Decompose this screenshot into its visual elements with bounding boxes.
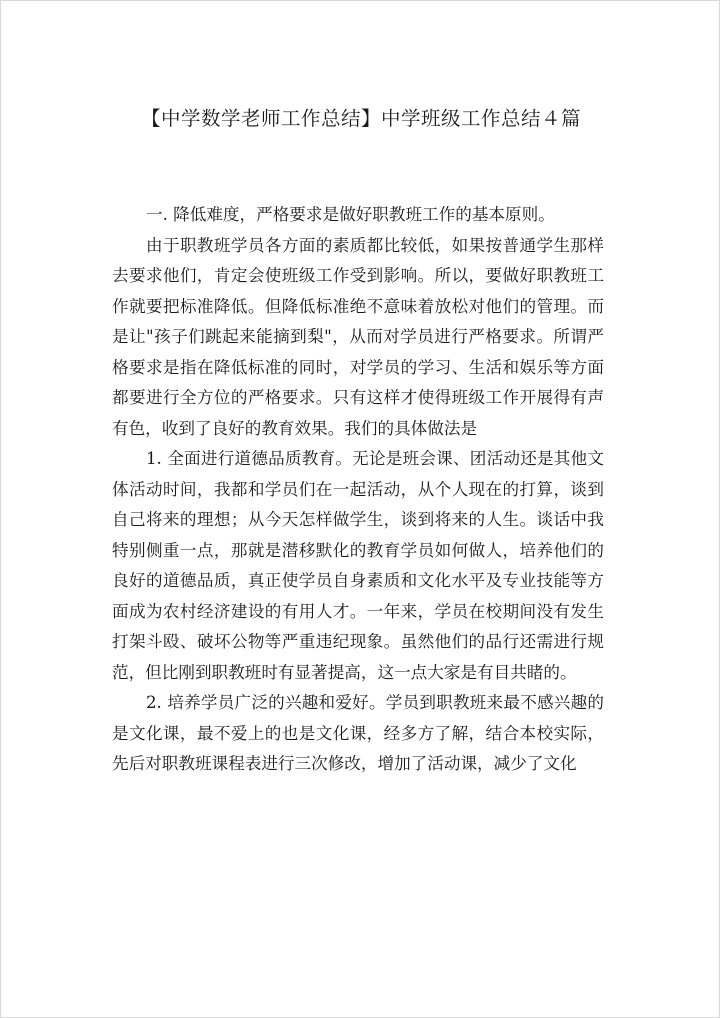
document-title: 【中学数学老师工作总结】中学班级工作总结４篇 xyxy=(140,107,581,130)
text-line: 范，但比刚到职教班时有显著提高，这一点大家是有目共睹的。 xyxy=(112,662,577,682)
paragraph-section-heading xyxy=(112,200,604,231)
text-line: 一. 降低难度，严格要求是做好职教班工作的基本原则。 xyxy=(146,205,555,224)
text-line: 1. 全面进行道德品质教育。无论是班会课、团活动还是其他文 xyxy=(146,449,604,468)
text-line: 先后对职教班课程表进行三次修改，增加了活动课，减少了文化 xyxy=(112,754,577,773)
text-line: 面成为农村经济建设的有用人才。一年来，学员在校期间没有发生 xyxy=(112,601,604,621)
text-line: 都要进行全方位的严格要求。只有这样才使得班级工作开展得有声 xyxy=(112,388,604,407)
paragraph-principle-explanation xyxy=(112,231,604,445)
text-line: 良好的道德品质，真正使学员自身素质和文化水平及专业技能等方 xyxy=(112,571,604,590)
text-line: 有色，收到了良好的教育效果。我们的具体做法是 xyxy=(112,418,478,438)
paragraph-interests-hobbies xyxy=(112,688,604,780)
text-line: 2. 培养学员广泛的兴趣和爱好。学员到职教班来最不感兴趣的 xyxy=(146,693,604,712)
paragraph-moral-education xyxy=(112,444,604,688)
document-body xyxy=(112,200,604,780)
text-line: 作就要把标准降低。但降低标准绝不意味着放松对他们的管理。而 xyxy=(112,296,604,316)
text-line: 体活动时间，我都和学员们在一起活动，从个人现在的打算，谈到 xyxy=(112,479,604,499)
text-line: 特别侧重一点，那就是潜移默化的教育学员如何做人，培养他们的 xyxy=(112,540,604,560)
text-line: 是让"孩子们跳起来能摘到梨"，从而对学员进行严格要求。所谓严 xyxy=(112,327,604,346)
text-line: 去要求他们，肯定会使班级工作受到影响。所以，要做好职教班工 xyxy=(112,266,604,285)
text-line: 由于职教班学员各方面的素质都比较低，如果按普通学生那样 xyxy=(146,235,604,255)
text-line: 自己将来的理想；从今天怎样做学生，谈到将来的人生。谈话中我 xyxy=(112,510,604,529)
text-line: 格要求是指在降低标准的同时，对学员的学习、生活和娱乐等方面 xyxy=(112,357,604,377)
text-line: 打架斗殴、破坏公物等严重违纪现象。虽然他们的品行还需进行规 xyxy=(112,632,604,651)
text-line: 是文化课，最不爱上的也是文化课，经多方了解，结合本校实际， xyxy=(112,723,604,743)
